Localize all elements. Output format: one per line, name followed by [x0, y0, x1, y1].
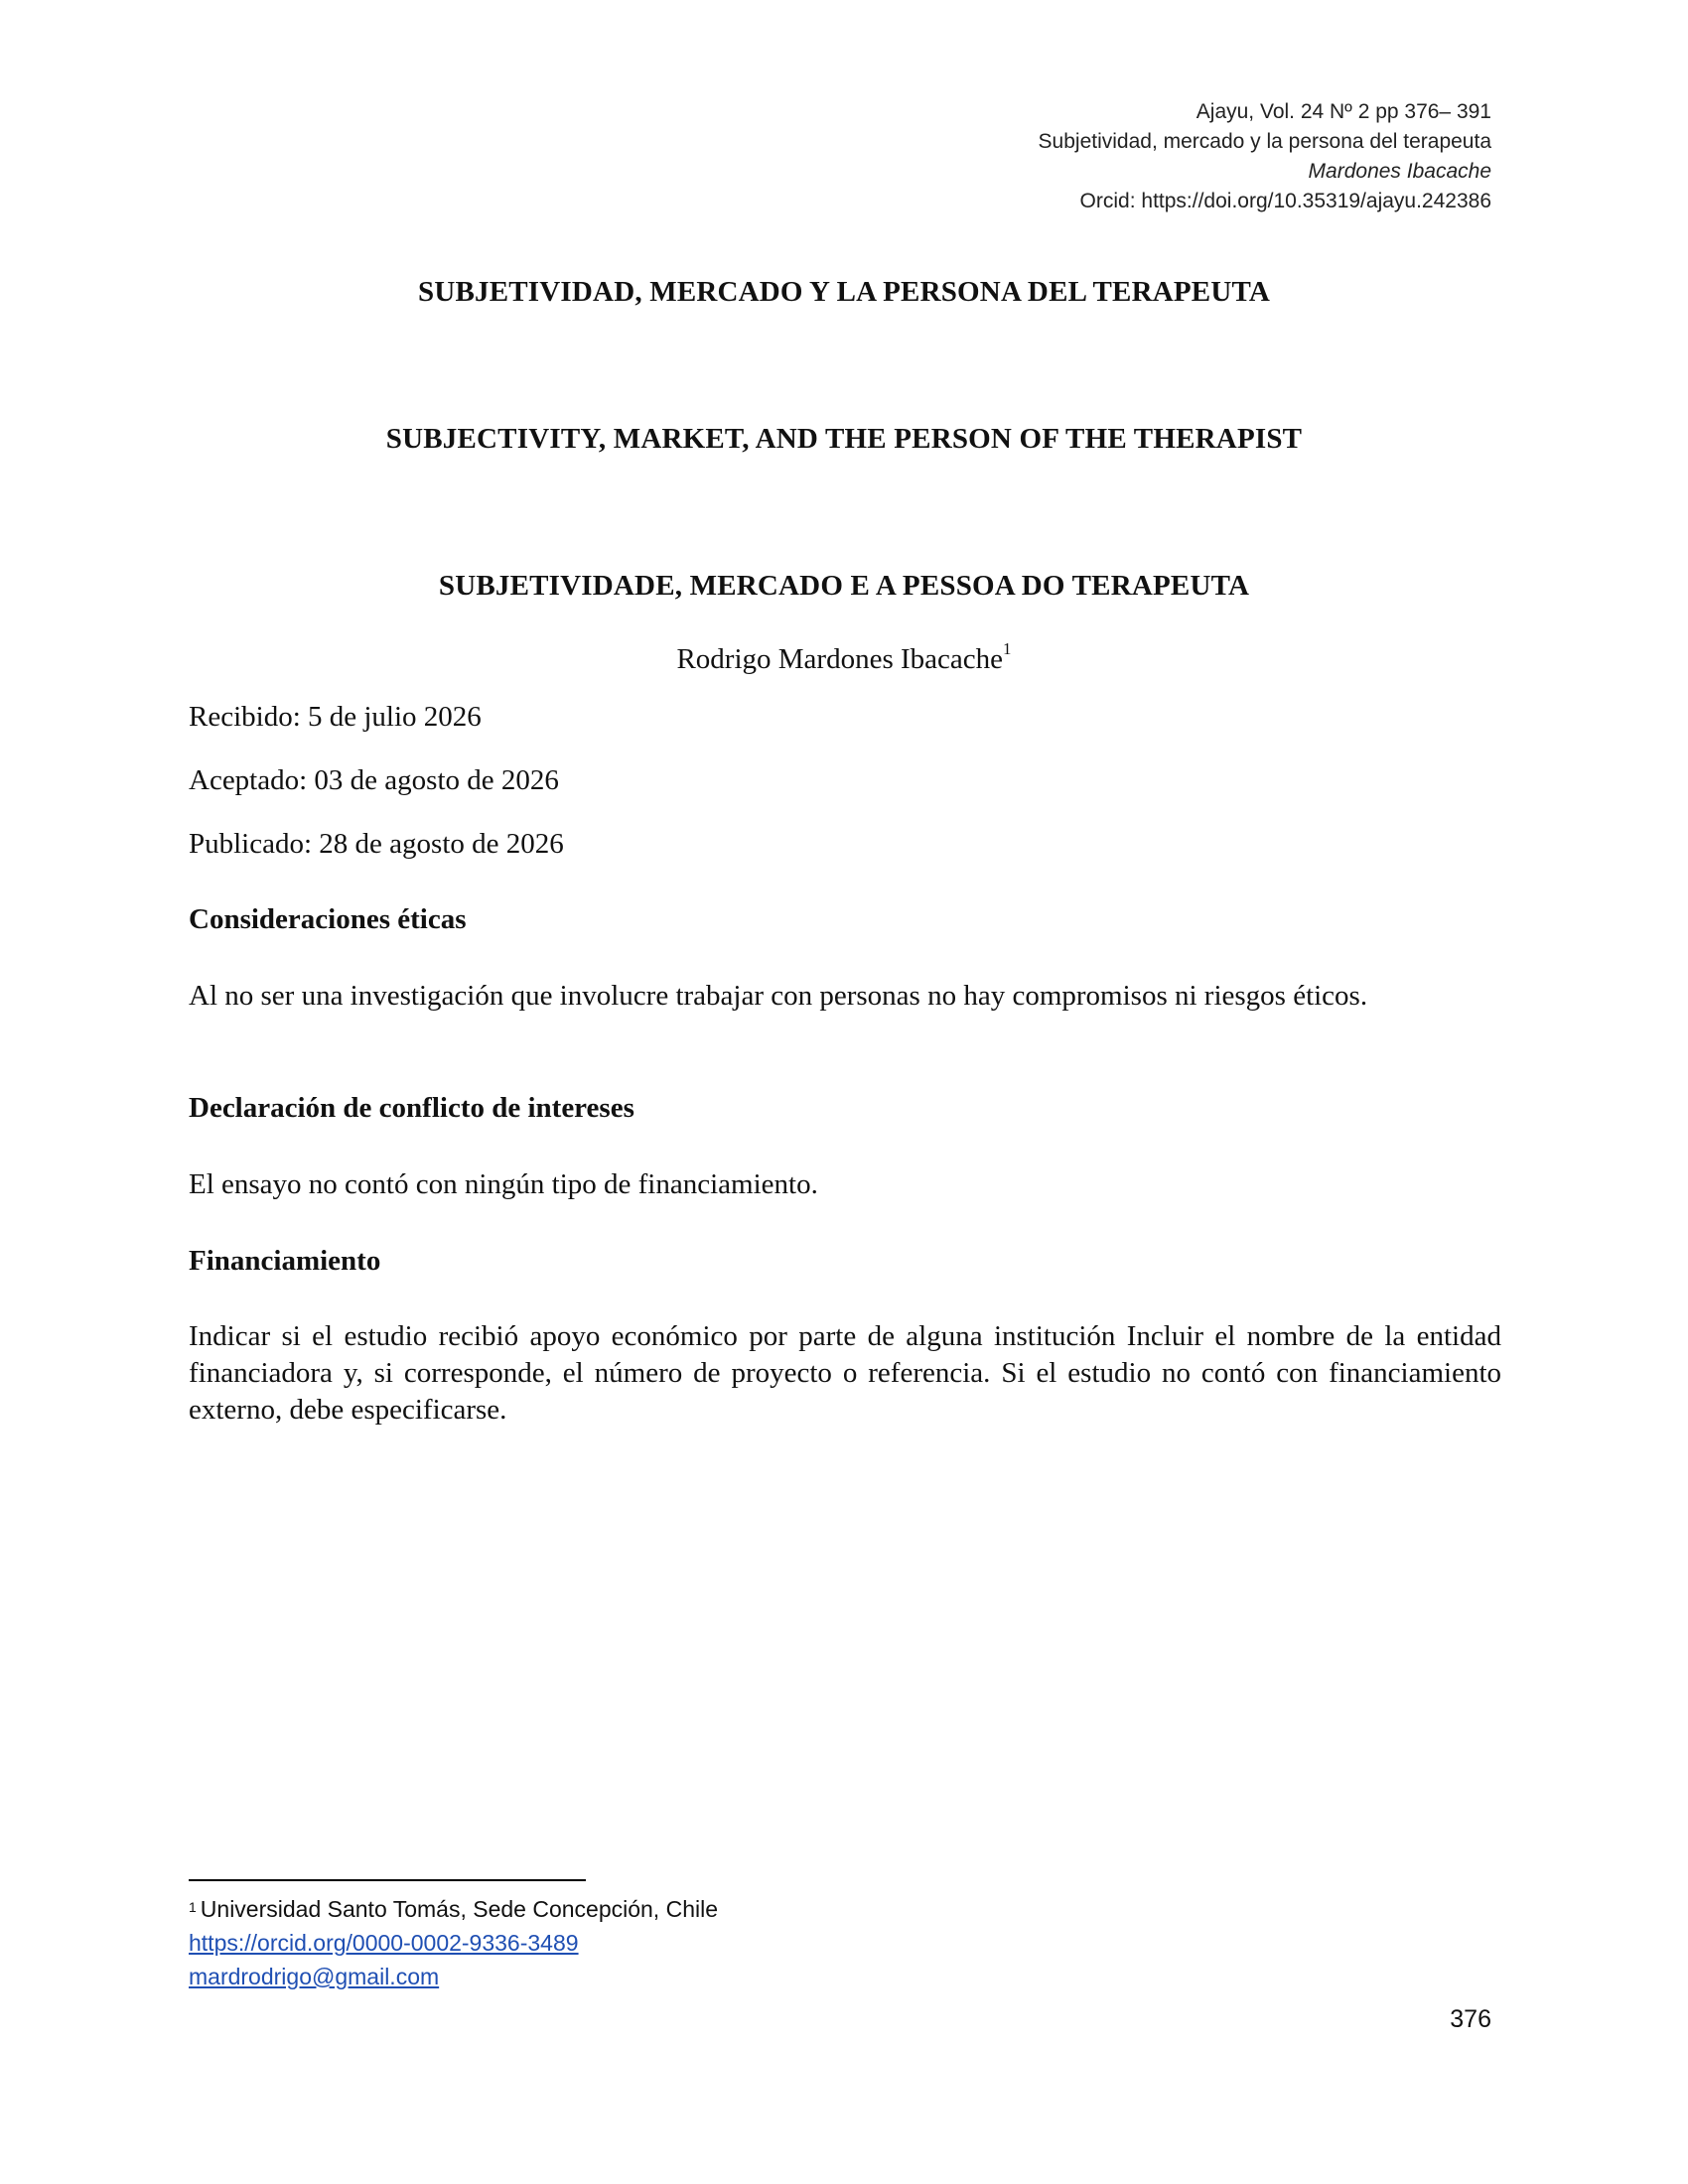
header-doi: Orcid: https://doi.org/10.35319/ajayu.242386	[1079, 190, 1491, 212]
conflict-text: El ensayo no contó con ningún tipo de financiamiento.	[189, 1168, 818, 1200]
orcid-link[interactable]: https://orcid.org/0000-0002-9336-3489	[189, 1930, 579, 1956]
published-date: Publicado: 28 de agosto de 2026	[189, 828, 564, 860]
page-number: 376	[1450, 2005, 1491, 2033]
email-link[interactable]: mardrodrigo@gmail.com	[189, 1964, 440, 1989]
footnote	[189, 1892, 1182, 1993]
journal-citation: Ajayu, Vol. 24 Nº 2 pp 376– 391	[1196, 100, 1491, 123]
running-header	[697, 97, 1491, 216]
title-english: SUBJECTIVITY, MARKET, AND THE PERSON OF THE THERAPIST	[385, 423, 1303, 455]
header-authors: Mardones Ibacache	[1308, 160, 1491, 183]
author-footnote-mark[interactable]: 1	[1003, 639, 1012, 658]
footnote-mark: 1	[189, 1899, 197, 1915]
footnote-affiliation-line	[189, 1892, 1182, 1926]
footnote-affiliation: Universidad Santo Tomás, Sede Concepción, Chile	[200, 1896, 719, 1922]
accepted-date: Aceptado: 03 de agosto de 2026	[189, 764, 559, 796]
author-line	[0, 639, 1688, 676]
author-name: Rodrigo Mardones Ibacache	[676, 643, 1004, 675]
funding-heading: Financiamiento	[189, 1245, 381, 1277]
short-title: Subjetividad, mercado y la persona del terapeuta	[1038, 130, 1491, 153]
funding-text: Indicar si el estudio recibió apoyo económico por parte de alguna institución Incluir el nombre de la entidad financiadora y, si corresponde, el número de proyecto o referencia. Si el estudio no contó con financiamiento externo, debe especificarse.	[189, 1320, 1501, 1426]
title-spanish: SUBJETIVIDAD, MERCADO Y LA PERSONA DEL TERAPEUTA	[418, 276, 1270, 308]
conflict-heading: Declaración de conflicto de intereses	[189, 1092, 634, 1124]
ethics-heading: Consideraciones éticas	[189, 903, 467, 935]
ethics-text: Al no ser una investigación que involucre trabajar con personas no hay compromisos ni riesgos éticos.	[189, 980, 1368, 1012]
received-date: Recibido: 5 de julio 2026	[189, 701, 482, 733]
title-portuguese: SUBJETIVIDADE, MERCADO E A PESSOA DO TERAPEUTA	[438, 570, 1250, 602]
footnote-separator	[189, 1879, 586, 1881]
